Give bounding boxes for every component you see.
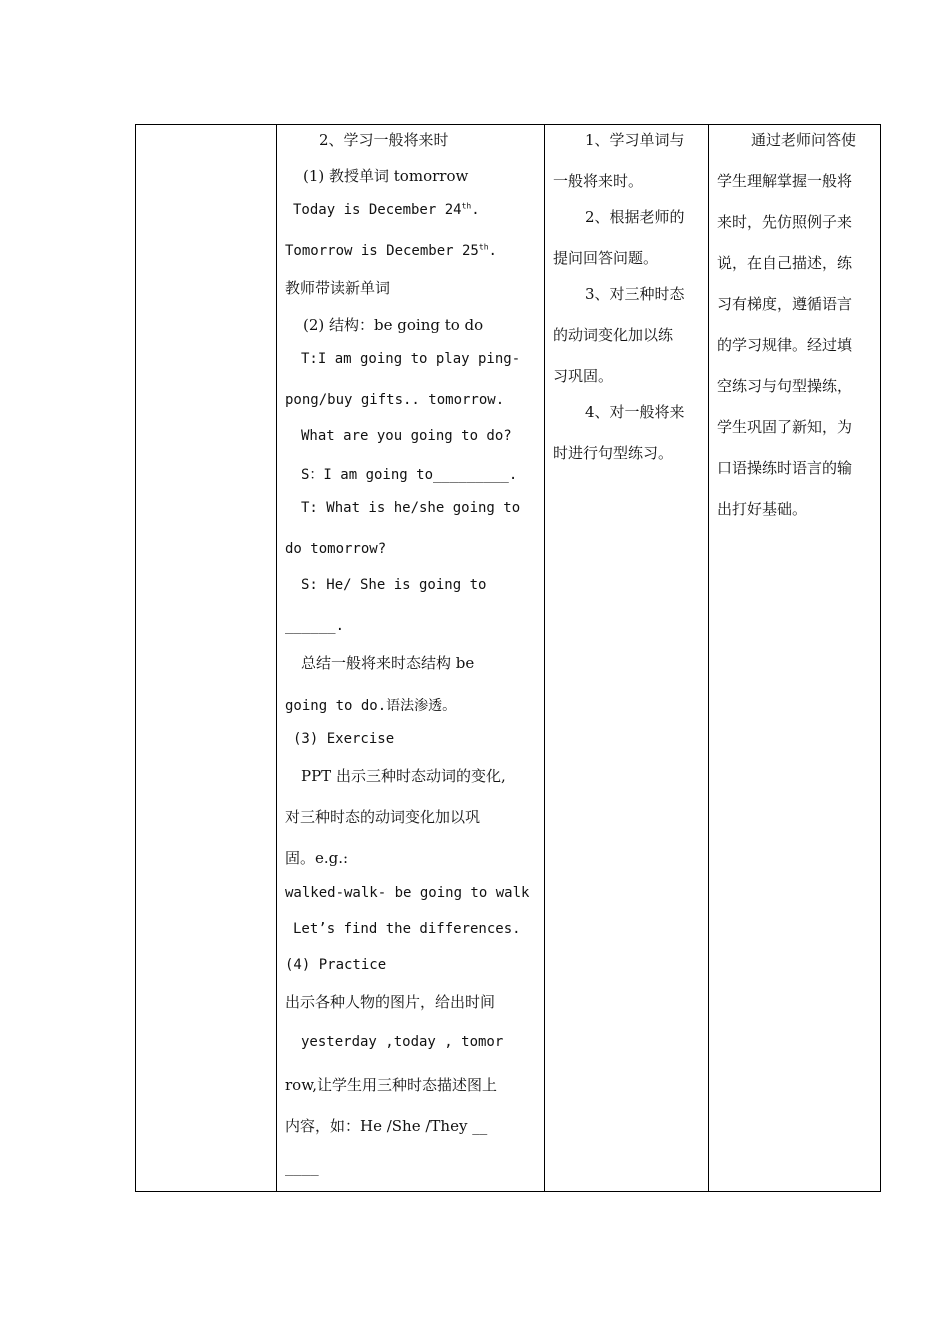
text-line: 来时，先仿照例子来 — [717, 213, 853, 231]
text-line: 1、学习单词与 — [585, 131, 685, 149]
text-line: What are you going to do? — [301, 428, 512, 444]
text-line: 4、对一般将来 — [585, 403, 685, 421]
text-line: (2) 结构：be going to do — [303, 316, 484, 334]
text-line: 学生理解掌握一般将 — [717, 172, 853, 190]
text-line: 2、学习一般将来时 — [319, 131, 449, 149]
text-line: PPT 出示三种时态动词的变化, — [301, 767, 506, 785]
text-line: 空练习与句型操练， — [717, 377, 853, 395]
column-border — [880, 124, 881, 1192]
text-line: 的动词变化加以练 — [553, 326, 674, 344]
design-intent-cell — [708, 124, 880, 1192]
text-line: Tomorrow is December 25th. — [285, 242, 497, 259]
text-line: 一般将来时。 — [553, 172, 644, 190]
text-line: ____ — [285, 1160, 319, 1176]
text-line: 学生巩固了新知，为 — [717, 418, 853, 436]
text-line: 2、根据老师的 — [585, 208, 685, 226]
teaching-process-cell — [276, 124, 544, 1192]
text-line: 教师带读新单词 — [285, 279, 391, 297]
text-line: Today is December 24th. — [293, 201, 480, 218]
text-line: 口语操练时语言的输 — [717, 459, 853, 477]
text-line: 3、对三种时态 — [585, 285, 685, 303]
text-line: do tomorrow? — [285, 541, 387, 557]
text-line: 习有梯度，遵循语言 — [717, 295, 853, 313]
student-activity-cell — [544, 124, 708, 1192]
text-line: 说，在自己描述，练 — [717, 254, 853, 272]
text-line: 习巩固。 — [553, 367, 614, 385]
text-line: row,让学生用三种时态描述图上 — [285, 1076, 498, 1094]
text-line: 总结一般将来时态结构 be — [301, 654, 475, 672]
text-line: T:I am going to play ping- — [301, 351, 521, 367]
text-line: yesterday ,today , tomor — [301, 1034, 504, 1050]
text-line: 内容，如：He /She /They __ — [285, 1117, 488, 1135]
text-line: walked-walk- be going to walk — [285, 885, 530, 901]
text-line: 的学习规律。经过填 — [717, 336, 853, 354]
text-line: 通过老师问答使 — [751, 131, 857, 149]
text-line: 提问回答问题。 — [553, 249, 659, 267]
text-line: ______. — [285, 618, 345, 634]
text-line: (4) Practice — [285, 957, 387, 973]
text-line: S: He/ She is going to — [301, 577, 487, 593]
text-line: 对三种时态的动词变化加以巩 — [285, 808, 481, 826]
text-line: 时进行句型练习。 — [553, 444, 674, 462]
text-line: (3) Exercise — [293, 731, 395, 747]
text-line: pong/buy gifts.. tomorrow. — [285, 392, 505, 408]
empty-cell — [135, 124, 276, 1192]
text-line: 出示各种人物的图片，给出时间 — [285, 993, 496, 1011]
text-line: Let’s find the differences. — [293, 921, 521, 937]
text-line: (1) 教授单词 tomorrow — [303, 167, 469, 185]
lesson-plan-table — [135, 124, 881, 1192]
text-line: S：I am going to_________. — [301, 467, 518, 483]
text-line: going to do.语法渗透。 — [285, 698, 457, 714]
text-line: T: What is he/she going to — [301, 500, 521, 516]
text-line: 出打好基础。 — [717, 500, 808, 518]
text-line: 固。e.g.: — [285, 849, 349, 867]
